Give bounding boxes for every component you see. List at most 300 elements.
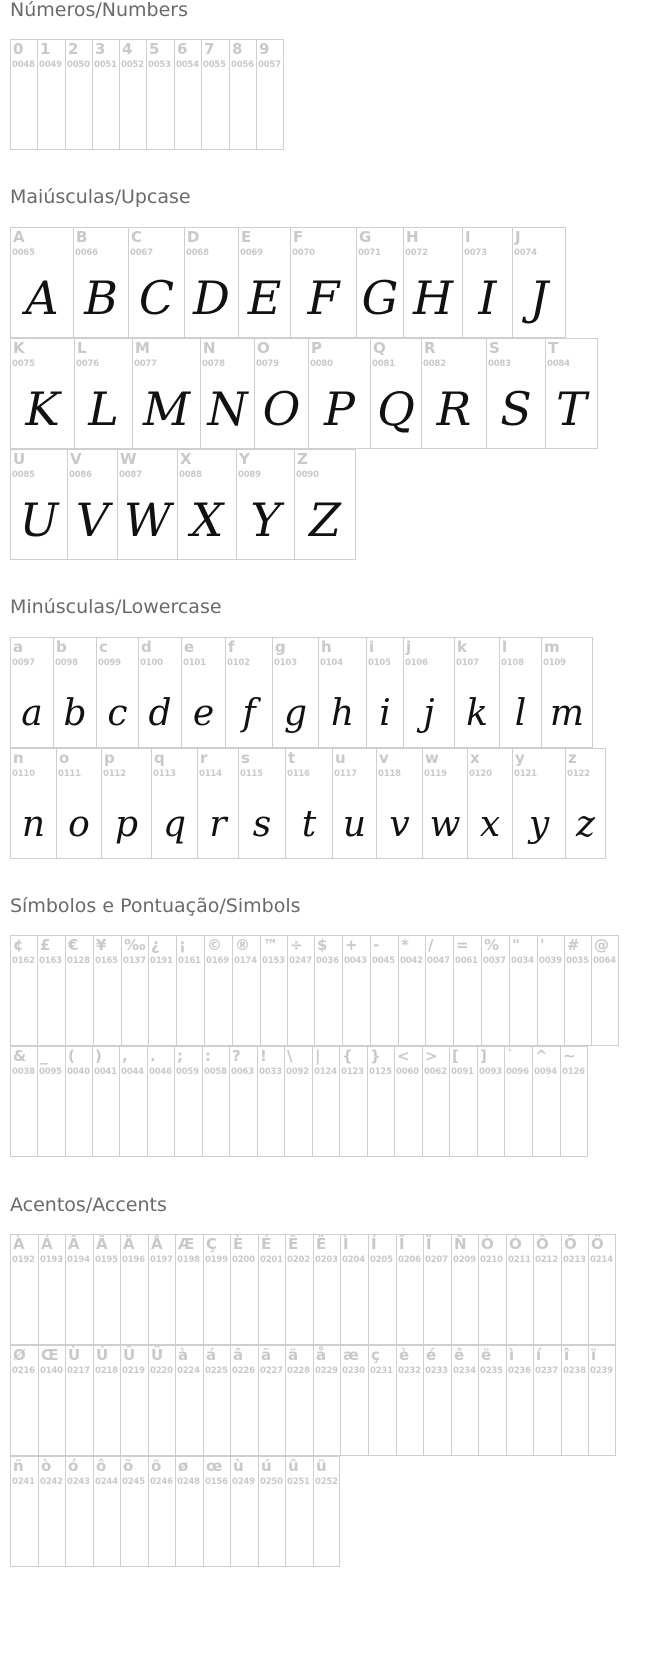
glyph-character-label: û	[288, 1457, 299, 1475]
glyph-character-label: î	[564, 1346, 570, 1364]
glyph-cell	[509, 935, 537, 1046]
glyph-sample: t	[301, 804, 317, 845]
glyph-code-label: 0104	[320, 658, 343, 668]
glyph-cell	[565, 748, 606, 859]
glyph-character-label: M	[135, 339, 150, 357]
glyph-character-label: Ø	[13, 1346, 26, 1364]
glyph-code-label: 0053	[148, 60, 171, 70]
glyph-cell	[93, 1456, 120, 1567]
glyph-code-label: 0075	[12, 359, 35, 369]
glyph-character-label: â	[233, 1346, 244, 1364]
glyph-code-label: 0204	[342, 1255, 365, 1265]
glyph-character-label: Å	[151, 1235, 163, 1253]
glyph-sample: U	[19, 493, 59, 547]
glyph-character-label: Î	[399, 1235, 405, 1253]
glyph-code-label: 0096	[506, 1067, 529, 1077]
glyph-character-label: £	[40, 936, 51, 954]
glyph-code-label: 0237	[535, 1366, 558, 1376]
glyph-sample: O	[262, 382, 301, 436]
glyph-character-label: W	[120, 450, 137, 468]
glyph-code-label: 0106	[405, 658, 428, 668]
glyph-cell	[403, 227, 462, 338]
glyph-code-label: 0197	[150, 1255, 173, 1265]
glyph-cell	[203, 1345, 230, 1456]
glyph-character-label: a	[13, 638, 24, 656]
glyph-cell	[177, 449, 236, 560]
glyph-code-label: 0052	[121, 60, 144, 70]
glyph-character-label: Ï	[426, 1235, 432, 1253]
glyph-code-label: 0113	[153, 769, 176, 779]
glyph-character-label: ¿	[151, 936, 160, 954]
glyph-cell	[285, 748, 332, 859]
glyph-code-label: 0162	[12, 956, 35, 966]
glyph-cell	[38, 1345, 65, 1456]
glyph-character-label: Ö	[591, 1235, 604, 1253]
glyph-code-label: 0051	[94, 60, 117, 70]
glyph-code-label: 0224	[177, 1366, 200, 1376]
glyph-sample: I	[478, 271, 497, 325]
glyph-cell	[467, 748, 512, 859]
glyph-code-label: 0194	[67, 1255, 90, 1265]
glyph-code-label: 0071	[358, 248, 381, 258]
glyph-code-label: 0227	[260, 1366, 283, 1376]
glyph-sample: d	[148, 693, 172, 734]
glyph-cell	[561, 1345, 588, 1456]
glyph-character-label: &	[13, 1047, 27, 1065]
glyph-code-label: 0090	[296, 470, 319, 480]
glyph-sample: C	[138, 271, 175, 325]
glyph-character-label: R	[424, 339, 436, 357]
glyph-code-label: 0047	[427, 956, 450, 966]
glyph-character-label: o	[59, 749, 70, 767]
glyph-sample: V	[75, 493, 110, 547]
glyph-character-label: :	[205, 1047, 211, 1065]
glyph-cell	[121, 935, 148, 1046]
glyph-code-label: 0067	[130, 248, 153, 258]
glyph-character-label: f	[228, 638, 235, 656]
glyph-character-label: Ù	[68, 1346, 81, 1364]
glyph-character-label: ç	[371, 1346, 380, 1364]
glyph-code-label: 0039	[539, 956, 562, 966]
glyph-cell	[342, 935, 370, 1046]
glyph-cell	[200, 338, 254, 449]
glyph-character-label: Y	[239, 450, 250, 468]
glyph-cell	[37, 1046, 65, 1157]
glyph-character-label: h	[321, 638, 332, 656]
section-title-lowercase: Minúsculas/Lowercase	[10, 596, 222, 618]
glyph-character-label: S	[489, 339, 500, 357]
glyph-cell	[588, 1345, 616, 1456]
glyph-character-label: n	[13, 749, 24, 767]
glyph-cell	[93, 1234, 120, 1345]
glyph-code-label: 0055	[203, 60, 226, 70]
glyph-cell	[65, 39, 92, 150]
glyph-code-label: 0109	[543, 658, 566, 668]
glyph-character-label: ]	[480, 1047, 487, 1065]
glyph-cell	[499, 637, 541, 748]
glyph-code-label: 0040	[67, 1067, 90, 1077]
glyph-sample: W	[123, 493, 172, 547]
glyph-code-label: 0046	[149, 1067, 172, 1077]
glyph-cell	[10, 338, 74, 449]
glyph-code-label: 0091	[451, 1067, 474, 1077]
glyph-cell	[203, 1456, 230, 1567]
glyph-character-label: á	[206, 1346, 217, 1364]
glyph-character-label: ™	[263, 936, 278, 954]
glyph-character-label: [	[452, 1047, 459, 1065]
glyph-cell	[258, 1234, 285, 1345]
glyph-code-label: 0085	[12, 470, 35, 480]
lowercase-grid-row	[10, 637, 593, 748]
glyph-character-label: U	[13, 450, 26, 468]
glyph-cell	[229, 39, 256, 150]
glyph-character-label: é	[426, 1346, 437, 1364]
glyph-sample: y	[528, 804, 550, 845]
glyph-character-label: Ó	[509, 1235, 522, 1253]
glyph-character-label: ?	[232, 1047, 241, 1065]
glyph-character-label: ®	[235, 936, 250, 954]
glyph-cell	[236, 449, 294, 560]
glyph-sample: k	[466, 693, 488, 734]
glyph-character-label: è	[399, 1346, 410, 1364]
glyph-character-label: Á	[41, 1235, 53, 1253]
glyph-cell	[512, 227, 566, 338]
glyph-cell	[93, 1345, 120, 1456]
glyph-code-label: 0125	[369, 1067, 392, 1077]
glyph-character-label: ó	[68, 1457, 79, 1475]
glyph-character-label: /	[428, 936, 434, 954]
glyph-code-label: 0231	[370, 1366, 393, 1376]
glyph-character-label: #	[567, 936, 580, 954]
glyph-code-label: 0078	[202, 359, 225, 369]
glyph-code-label: 0213	[563, 1255, 586, 1265]
glyph-sample: b	[63, 693, 87, 734]
glyph-code-label: 0062	[424, 1067, 447, 1077]
glyph-character-label: Q	[373, 339, 386, 357]
glyph-cell	[284, 1046, 312, 1157]
glyph-code-label: 0048	[12, 60, 35, 70]
glyph-cell	[561, 1234, 588, 1345]
glyph-code-label: 0034	[511, 956, 534, 966]
glyph-code-label: 0112	[103, 769, 126, 779]
glyph-code-label: 0044	[121, 1067, 144, 1077]
glyph-sample: j	[423, 693, 435, 734]
glyph-character-label: ö	[151, 1457, 162, 1475]
glyph-cell	[38, 1456, 65, 1567]
glyph-code-label: 0161	[178, 956, 201, 966]
glyph-cell	[258, 1345, 285, 1456]
glyph-sample: z	[576, 804, 595, 845]
glyph-character-label: ì	[509, 1346, 515, 1364]
glyph-code-label: 0205	[370, 1255, 393, 1265]
glyph-cell	[146, 39, 174, 150]
glyph-code-label: 0239	[590, 1366, 613, 1376]
glyph-code-label: 0050	[67, 60, 90, 70]
glyph-character-label: É	[261, 1235, 272, 1253]
glyph-character-label: p	[104, 749, 115, 767]
glyph-code-label: 0122	[567, 769, 590, 779]
glyph-cell	[451, 1345, 478, 1456]
glyph-character-label: ~	[563, 1047, 576, 1065]
glyph-cell	[184, 227, 238, 338]
glyph-code-label: 0199	[205, 1255, 228, 1265]
glyph-character-label: H	[406, 228, 419, 246]
glyph-cell	[65, 1456, 93, 1567]
glyph-character-label: æ	[343, 1346, 359, 1364]
glyph-character-label: A	[13, 228, 25, 246]
glyph-code-label: 0242	[40, 1477, 63, 1487]
glyph-character-label: ò	[41, 1457, 52, 1475]
glyph-code-label: 0074	[514, 248, 537, 258]
glyph-code-label: 0059	[176, 1067, 199, 1077]
glyph-character-label: È	[233, 1235, 244, 1253]
glyph-cell	[591, 935, 619, 1046]
glyph-cell	[120, 1456, 148, 1567]
glyph-sample: s	[252, 804, 272, 845]
glyph-cell	[148, 1234, 175, 1345]
glyph-code-label: 0073	[464, 248, 487, 258]
glyph-code-label: 0206	[398, 1255, 421, 1265]
glyph-code-label: 0245	[122, 1477, 145, 1487]
glyph-character-label: G	[359, 228, 372, 246]
glyph-code-label: 0209	[453, 1255, 476, 1265]
glyph-sample: Q	[377, 382, 415, 436]
glyph-cell	[532, 1046, 560, 1157]
glyph-code-label: 0210	[480, 1255, 503, 1265]
upcase-grid-row	[10, 227, 566, 338]
glyph-code-label: 0235	[480, 1366, 503, 1376]
glyph-character-label: +	[345, 936, 358, 954]
glyph-cell	[313, 1345, 340, 1456]
glyph-code-label: 0037	[483, 956, 506, 966]
glyph-cell	[287, 935, 314, 1046]
glyph-character-label: %	[484, 936, 500, 954]
glyph-code-label: 0156	[205, 1477, 228, 1487]
glyph-cell	[394, 1046, 422, 1157]
upcase-grid-row	[10, 338, 598, 449]
glyph-cell	[462, 227, 512, 338]
glyph-character-label: ;	[177, 1047, 183, 1065]
glyph-code-label: 0060	[396, 1067, 419, 1077]
glyph-code-label: 0220	[150, 1366, 173, 1376]
glyph-cell	[120, 1234, 148, 1345]
glyph-character-label: ä	[288, 1346, 299, 1364]
glyph-code-label: 0196	[122, 1255, 145, 1265]
glyph-cell	[506, 1234, 533, 1345]
glyph-character-label: ô	[96, 1457, 107, 1475]
glyph-cell	[56, 748, 101, 859]
glyph-cell	[10, 637, 53, 748]
glyph-code-label: 0049	[39, 60, 62, 70]
glyph-character-label: K	[13, 339, 25, 357]
glyph-character-label: \	[287, 1047, 293, 1065]
glyph-code-label: 0036	[316, 956, 339, 966]
glyph-code-label: 0214	[590, 1255, 613, 1265]
glyph-cell	[10, 449, 67, 560]
glyph-sample: m	[549, 693, 585, 734]
glyph-character-label: I	[465, 228, 471, 246]
glyph-character-label: 7	[204, 40, 215, 58]
glyph-code-label: 0035	[566, 956, 589, 966]
glyph-character-label: l	[502, 638, 508, 656]
glyph-cell	[10, 39, 37, 150]
glyph-character-label: )	[95, 1047, 102, 1065]
glyph-code-label: 0045	[372, 956, 395, 966]
glyph-character-label: !	[260, 1047, 267, 1065]
glyph-character-label: ©	[207, 936, 222, 954]
glyph-code-label: 0140	[40, 1366, 63, 1376]
glyph-code-label: 0165	[95, 956, 118, 966]
glyph-code-label: 0233	[425, 1366, 448, 1376]
glyph-character-label: O	[257, 339, 270, 357]
glyph-code-label: 0128	[67, 956, 90, 966]
glyph-character-label: =	[456, 936, 469, 954]
glyph-cell	[238, 227, 290, 338]
glyph-character-label: T	[548, 339, 559, 357]
glyph-character-label: õ	[123, 1457, 134, 1475]
glyph-cell	[290, 227, 356, 338]
glyph-character-label: ú	[261, 1457, 272, 1475]
glyph-cell	[368, 1234, 396, 1345]
glyph-code-label: 0114	[199, 769, 222, 779]
glyph-character-label: _	[40, 1047, 48, 1065]
glyph-code-label: 0108	[501, 658, 524, 668]
glyph-character-label: @	[594, 936, 609, 954]
glyph-sample: g	[283, 693, 308, 734]
glyph-code-label: 0211	[508, 1255, 531, 1265]
glyph-character-label: 4	[122, 40, 133, 58]
glyph-code-label: 0163	[39, 956, 62, 966]
glyph-sample: D	[193, 271, 230, 325]
glyph-cell	[10, 227, 73, 338]
glyph-sample: v	[389, 804, 410, 845]
glyph-cell	[151, 748, 197, 859]
glyph-cell	[423, 1234, 451, 1345]
glyph-cell	[356, 227, 403, 338]
glyph-character-label: B	[76, 228, 88, 246]
glyph-character-label: Ü	[151, 1346, 164, 1364]
glyph-code-label: 0111	[58, 769, 81, 779]
glyph-cell	[119, 1046, 147, 1157]
glyph-code-label: 0102	[227, 658, 250, 668]
glyph-code-label: 0252	[315, 1477, 338, 1487]
glyph-cell	[258, 1456, 285, 1567]
glyph-code-label: 0248	[177, 1477, 200, 1487]
glyph-cell	[67, 449, 117, 560]
glyph-code-label: 0041	[94, 1067, 117, 1077]
glyph-code-label: 0097	[12, 658, 35, 668]
glyph-character-label: >	[425, 1047, 438, 1065]
glyph-cell	[314, 935, 342, 1046]
glyph-character-label: å	[316, 1346, 327, 1364]
glyph-cell	[148, 1345, 175, 1456]
glyph-character-label: .	[150, 1047, 156, 1065]
glyph-character-label: ï	[591, 1346, 597, 1364]
glyph-code-label: 0219	[122, 1366, 145, 1376]
glyph-cell	[92, 39, 119, 150]
glyph-code-label: 0058	[204, 1067, 227, 1077]
glyph-code-label: 0066	[75, 248, 98, 258]
glyph-cell	[230, 1234, 258, 1345]
glyph-code-label: 0216	[12, 1366, 35, 1376]
glyph-cell	[120, 1345, 148, 1456]
glyph-character-label: Ä	[123, 1235, 135, 1253]
glyph-cell	[10, 1046, 37, 1157]
accents-grid-row	[10, 1345, 616, 1456]
glyph-code-label: 0247	[289, 956, 312, 966]
glyph-character-label: F	[293, 228, 304, 246]
glyph-cell	[10, 935, 37, 1046]
glyph-character-label: Ì	[343, 1235, 349, 1253]
glyph-code-label: 0126	[562, 1067, 585, 1077]
glyph-cell	[564, 935, 591, 1046]
glyph-sample: F	[307, 271, 340, 325]
glyph-code-label: 0118	[378, 769, 401, 779]
glyph-code-label: 0198	[177, 1255, 200, 1265]
glyph-cell	[449, 1046, 477, 1157]
glyph-character-label: m	[544, 638, 560, 656]
glyph-cell	[254, 338, 308, 449]
glyph-character-label: ø	[178, 1457, 189, 1475]
glyph-sample: M	[142, 382, 191, 436]
glyph-sample: o	[68, 804, 90, 845]
glyph-cell	[376, 748, 422, 859]
glyph-cell	[181, 637, 225, 748]
glyph-code-label: 0098	[55, 658, 78, 668]
glyph-character-label: *	[401, 936, 409, 954]
glyph-code-label: 0124	[314, 1067, 337, 1077]
glyph-character-label: 1	[40, 40, 51, 58]
glyph-cell	[65, 1046, 92, 1157]
glyph-cell	[285, 1345, 313, 1456]
glyph-sample: u	[342, 804, 367, 845]
glyph-character-label: E	[241, 228, 252, 246]
accents-grid-row	[10, 1456, 340, 1567]
glyph-character-label: u	[335, 749, 346, 767]
glyph-cell	[260, 935, 287, 1046]
symbols-grid-row	[10, 935, 619, 1046]
glyph-cell	[175, 1456, 203, 1567]
glyph-character-label: q	[154, 749, 165, 767]
glyph-code-label: 0093	[479, 1067, 502, 1077]
glyph-code-label: 0192	[12, 1255, 35, 1265]
glyph-code-label: 0054	[176, 60, 199, 70]
glyph-character-label: í	[536, 1346, 542, 1364]
glyph-sample: N	[207, 382, 248, 436]
glyph-code-label: 0115	[240, 769, 263, 779]
glyph-character-label: À	[13, 1235, 25, 1253]
glyph-code-label: 0086	[69, 470, 92, 480]
glyph-code-label: 0033	[259, 1067, 282, 1077]
glyph-character-label: Œ	[41, 1346, 59, 1364]
glyph-code-label: 0193	[40, 1255, 63, 1265]
glyph-character-label: e	[184, 638, 195, 656]
glyph-code-label: 0174	[234, 956, 257, 966]
glyph-sample: E	[247, 271, 282, 325]
glyph-cell	[38, 1234, 65, 1345]
glyph-cell	[257, 1046, 284, 1157]
upcase-grid-row	[10, 449, 356, 560]
glyph-code-label: 0088	[179, 470, 202, 480]
glyph-cell	[396, 1234, 423, 1345]
glyph-code-label: 0238	[563, 1366, 586, 1376]
glyph-sample: f	[242, 693, 256, 734]
glyph-character-label: ã	[261, 1346, 272, 1364]
glyph-code-label: 0120	[469, 769, 492, 779]
glyph-character-label: "	[512, 936, 520, 954]
numbers-grid-row	[10, 39, 284, 150]
glyph-code-label: 0065	[12, 248, 35, 258]
